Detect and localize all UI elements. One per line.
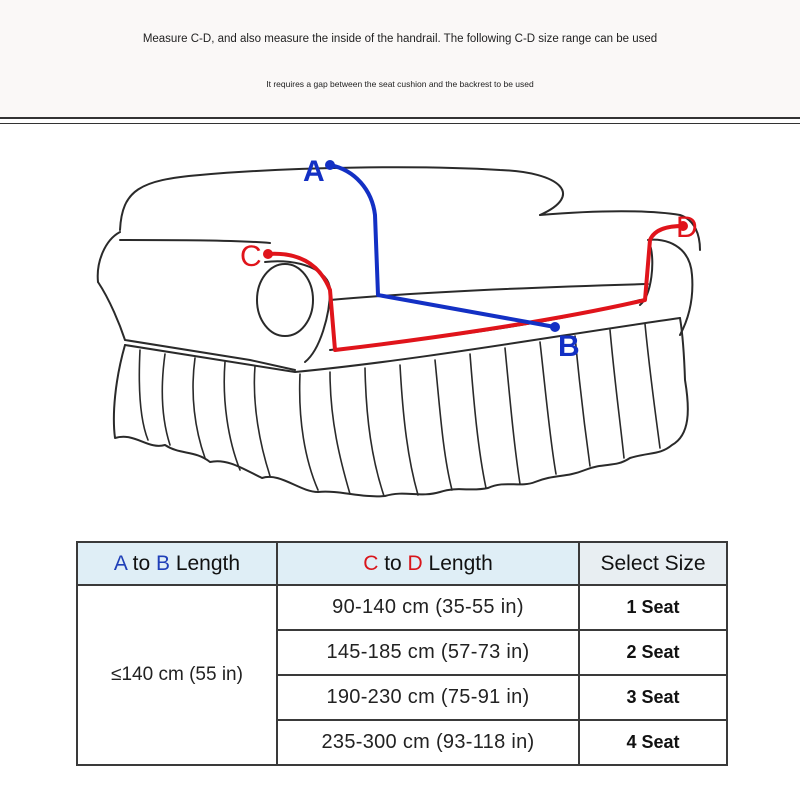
ab-measurement-line: [325, 160, 560, 332]
point-c-dot: [263, 249, 273, 259]
instruction-line-2: It requires a gap between the seat cushion and the backrest to be used: [266, 79, 534, 89]
seat-size-value: 4 Seat: [579, 720, 727, 765]
ab-length-header: [77, 542, 277, 585]
point-a-label: A: [303, 155, 325, 188]
cd-length-value: 145-185 cm (57-73 in): [277, 630, 579, 675]
sofa-left-arm-top: [98, 232, 120, 282]
cd-length-header: [277, 542, 579, 585]
cd-header-c: C: [363, 551, 379, 575]
cd-length-value: 90-140 cm (35-55 in): [277, 585, 579, 630]
seat-size-value: 1 Seat: [579, 585, 727, 630]
point-b-label: B: [558, 330, 580, 363]
size-chart-table: [76, 541, 728, 766]
instruction-line-1: Measure C-D, and also measure the inside of the handrail. The following C-D size range can be used: [142, 33, 658, 45]
ab-header-to: to: [126, 551, 156, 575]
cd-header-d: D: [407, 551, 423, 575]
header-divider-thin: [0, 123, 800, 124]
ab-header-b: B: [155, 551, 170, 575]
seat-size-value: 2 Seat: [579, 630, 727, 675]
sofa-skirt-ruffles: [114, 318, 688, 496]
cd-header-suffix: Length: [422, 551, 493, 575]
select-size-header: Select Size: [579, 542, 727, 585]
ab-header-suffix: Length: [169, 551, 241, 575]
instruction-header: [0, 0, 800, 118]
cd-length-value: 190-230 cm (75-91 in): [277, 675, 579, 720]
point-a-dot: [325, 160, 335, 170]
sofa-measurement-diagram: [0, 125, 800, 525]
sofa-seat-front: [330, 300, 640, 350]
seat-size-value: 3 Seat: [579, 675, 727, 720]
cd-header-to: to: [378, 551, 408, 575]
point-c-label: C: [240, 240, 262, 273]
sofa-backrest-outline: [120, 167, 563, 230]
cd-length-value: 235-300 cm (93-118 in): [277, 720, 579, 765]
ab-length-value: ≤140 cm (55 in): [77, 585, 277, 765]
header-divider-thick: [0, 117, 800, 119]
table-row: [77, 585, 727, 630]
sofa-left-arm-scroll: [257, 264, 313, 336]
ab-header-a: A: [113, 551, 127, 575]
point-d-label: D: [676, 211, 698, 244]
sofa-skirt-band: [125, 318, 680, 372]
table-header-row: [77, 542, 727, 585]
